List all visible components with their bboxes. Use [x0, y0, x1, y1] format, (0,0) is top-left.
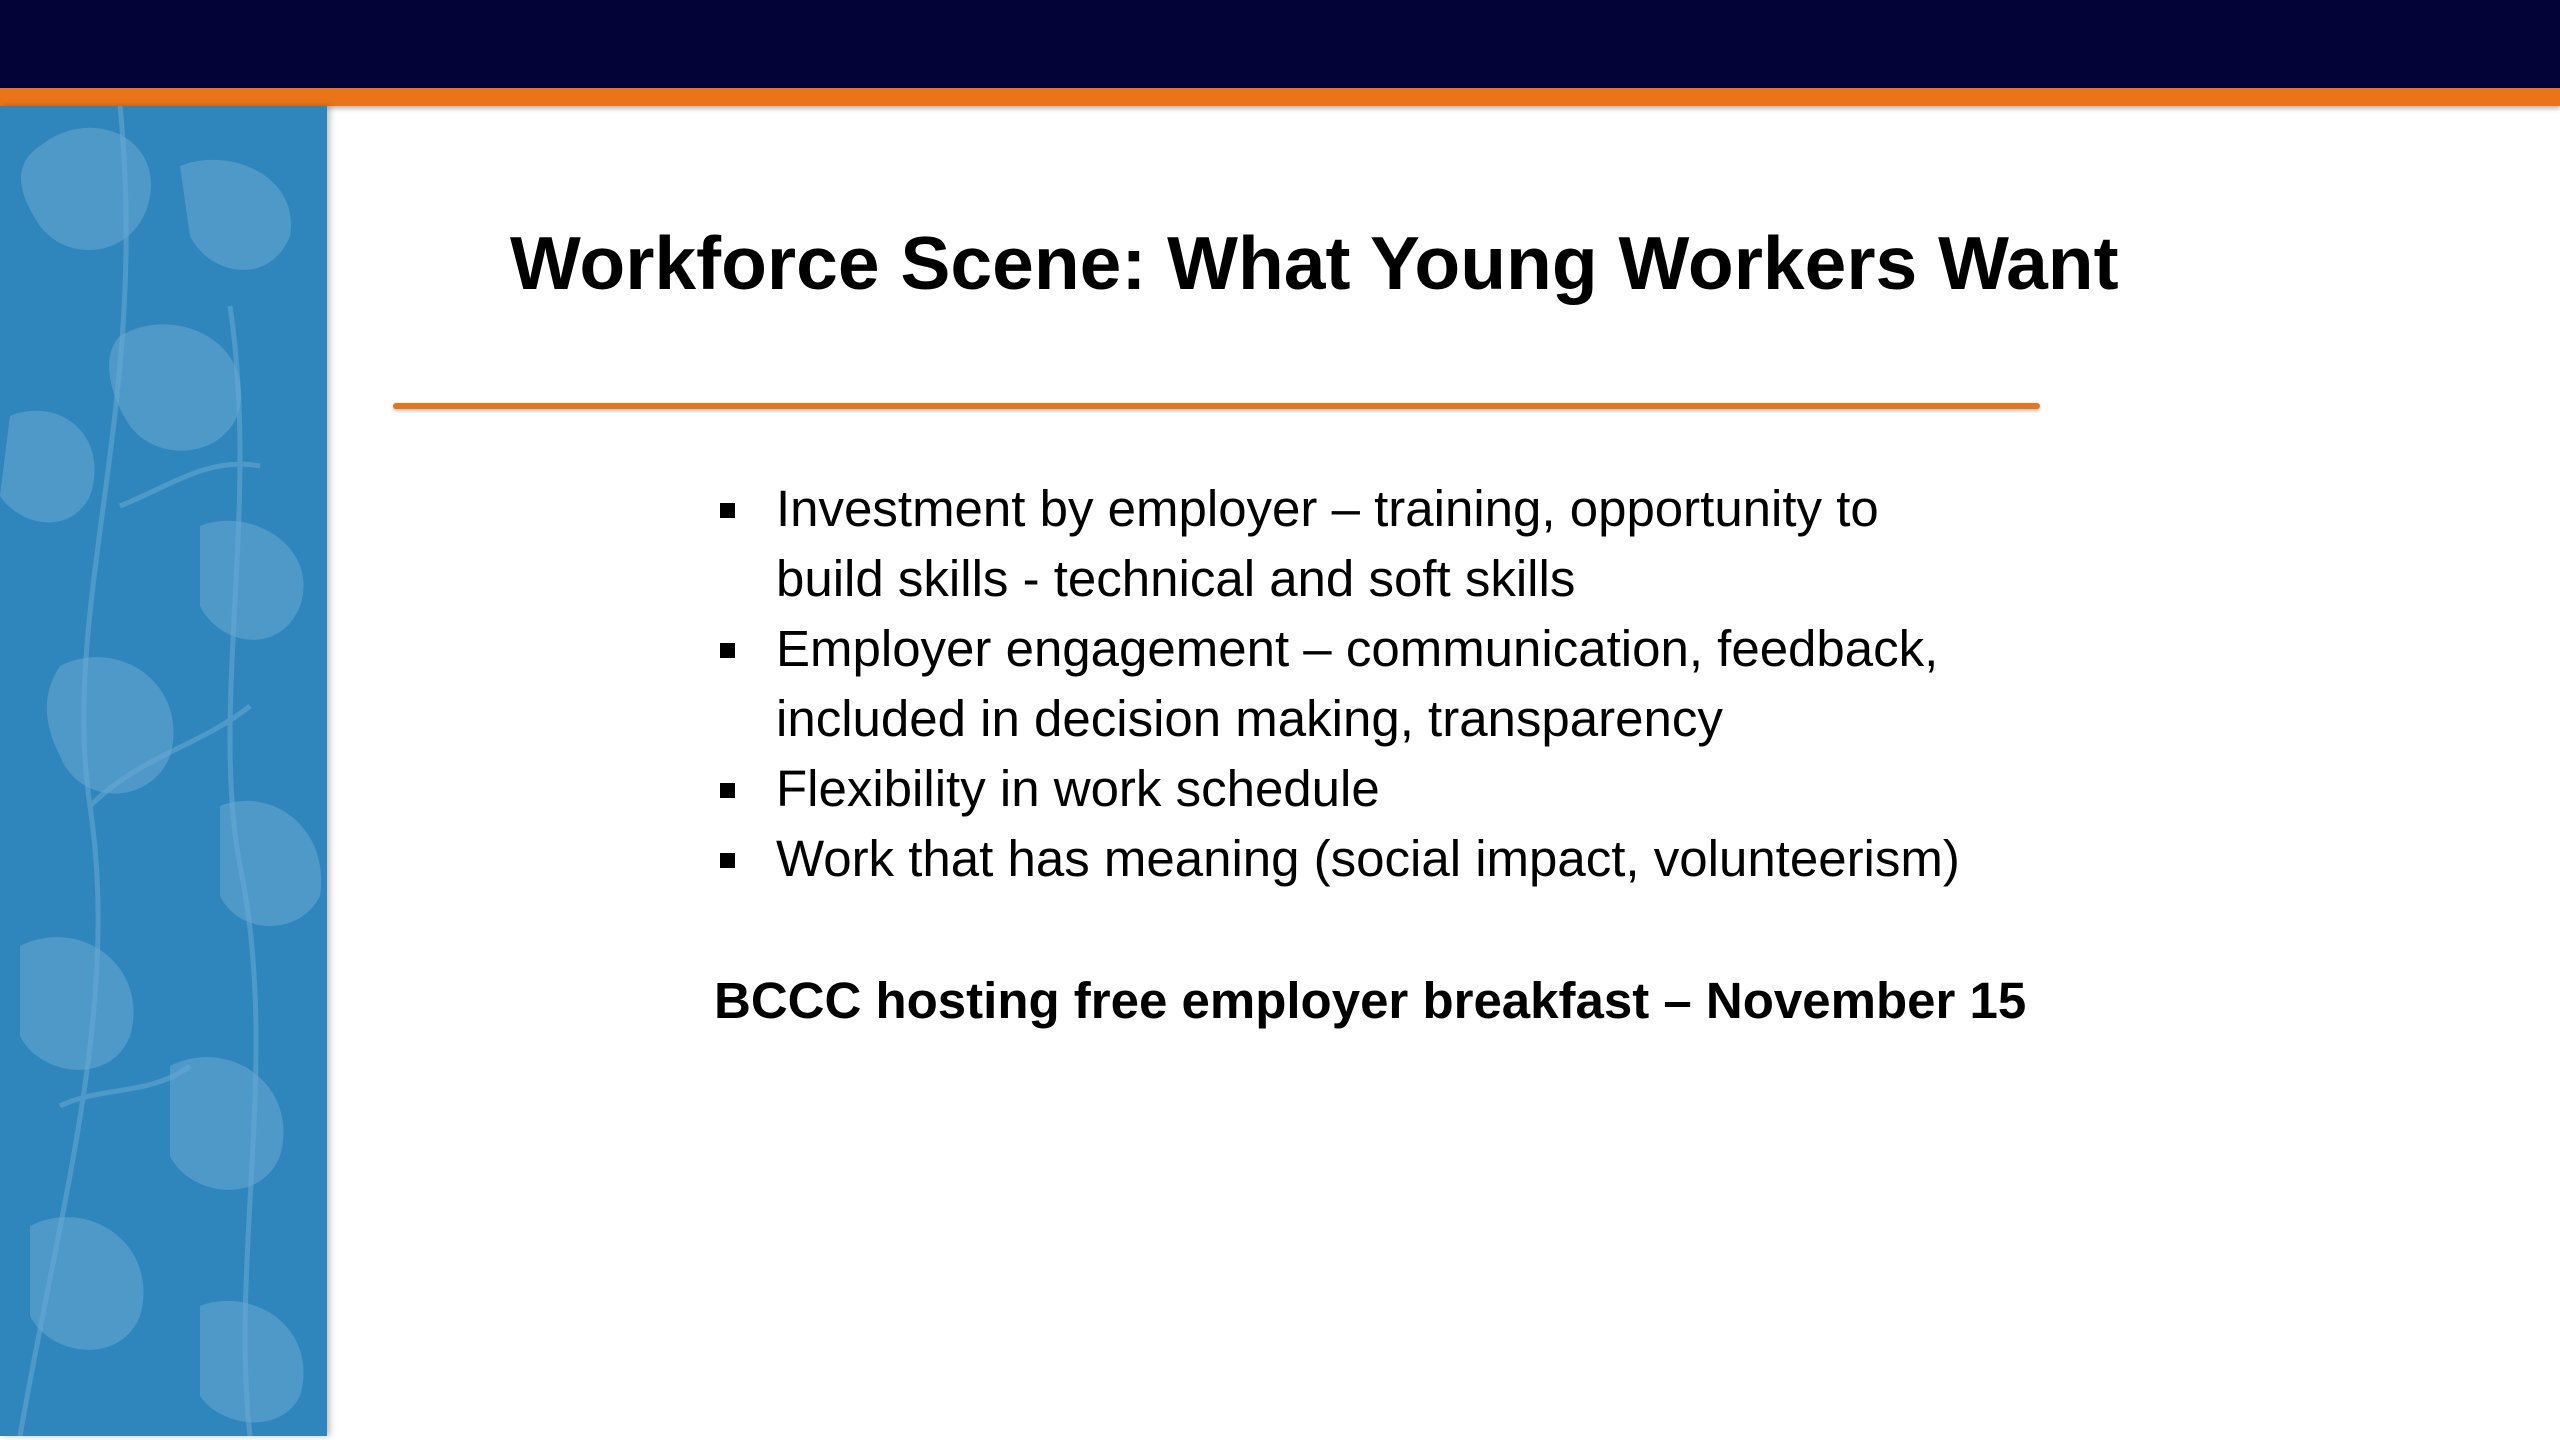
bullet-line: Work that has meaning (social impact, volunteerism) [776, 830, 1960, 887]
bullet-item [716, 824, 2116, 894]
bullet-list [716, 474, 2116, 894]
square-bullet-icon [720, 503, 735, 518]
header-bar [0, 0, 2560, 88]
bullet-item [716, 614, 2116, 754]
bullet-item [716, 474, 2116, 614]
side-decorative-panel [0, 106, 327, 1436]
square-bullet-icon [720, 783, 735, 798]
bullet-line: Investment by employer – training, opportunity to [776, 480, 1879, 537]
title-divider [393, 403, 2040, 409]
bullet-line: Flexibility in work schedule [776, 760, 1380, 817]
bullet-line: included in decision making, transparency [776, 690, 1723, 747]
event-announcement: BCCC hosting free employer breakfast – November 15 [714, 972, 2027, 1029]
bullet-line: Employer engagement – communication, feedback, [776, 620, 1939, 677]
square-bullet-icon [720, 643, 735, 658]
square-bullet-icon [720, 853, 735, 868]
foliage-pattern-icon [0, 106, 327, 1436]
bullet-item [716, 754, 2116, 824]
slide-title: Workforce Scene: What Young Workers Want [510, 221, 2119, 305]
bullet-line: build skills - technical and soft skills [776, 550, 1576, 607]
header-accent-stripe [0, 88, 2560, 106]
